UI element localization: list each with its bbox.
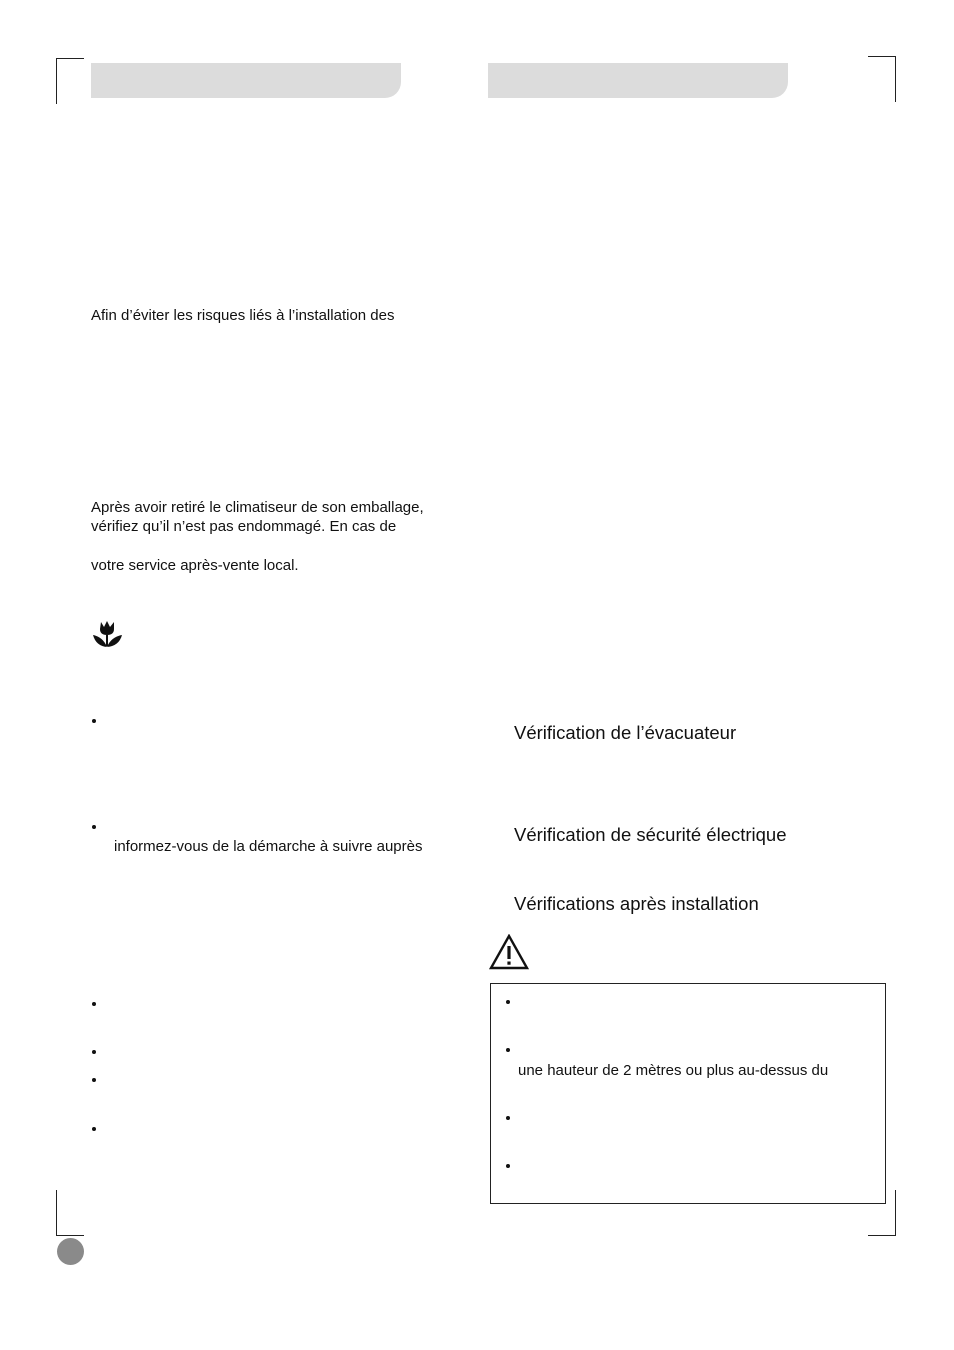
left-bullet-6 <box>92 1127 96 1131</box>
warning-height-text: une hauteur de 2 mètres ou plus au-dessus du <box>518 1062 829 1079</box>
warning-box <box>490 983 886 1204</box>
crop-mark-top-left-v <box>56 58 57 104</box>
heading-after-installation: Vérifications après installation <box>514 893 759 914</box>
page-number-circle <box>57 1238 84 1265</box>
crop-mark-top-right-h <box>868 56 896 57</box>
unpack-text-line-3: votre service après-vente local. <box>91 557 299 574</box>
left-section-tab <box>91 63 401 98</box>
crop-mark-bottom-left-v <box>56 1190 57 1236</box>
left-bullet-3 <box>92 1002 96 1006</box>
warning-bullet-3 <box>506 1116 510 1120</box>
crop-mark-bottom-left-h <box>56 1235 84 1236</box>
warning-bullet-2 <box>506 1048 510 1052</box>
crop-mark-top-left-h <box>56 58 84 59</box>
left-bullet-5 <box>92 1078 96 1082</box>
right-section-tab <box>488 63 788 98</box>
crop-mark-bottom-right-h <box>868 1235 896 1236</box>
warning-bullet-1 <box>506 1000 510 1004</box>
tulip-eco-icon <box>92 619 124 649</box>
warning-triangle-icon <box>489 934 529 970</box>
heading-electrical-safety: Vérification de sécurité électrique <box>514 824 787 845</box>
intro-text: Afin d’éviter les risques liés à l’installation des <box>91 307 395 324</box>
unpack-text-line-1: Après avoir retiré le climatiseur de son emballage, <box>91 499 424 516</box>
disposal-text: informez-vous de la démarche à suivre auprès <box>114 838 423 855</box>
left-bullet-2 <box>92 825 96 829</box>
heading-drain-check: Vérification de l’évacuateur <box>514 722 737 743</box>
warning-bullet-4 <box>506 1164 510 1168</box>
crop-mark-top-right-v <box>895 56 896 102</box>
unpack-text-line-2: vérifiez qu’il n’est pas endommagé. En cas de <box>91 518 397 535</box>
left-bullet-4 <box>92 1050 96 1054</box>
crop-mark-bottom-right-v <box>895 1190 896 1236</box>
left-bullet-1 <box>92 719 96 723</box>
